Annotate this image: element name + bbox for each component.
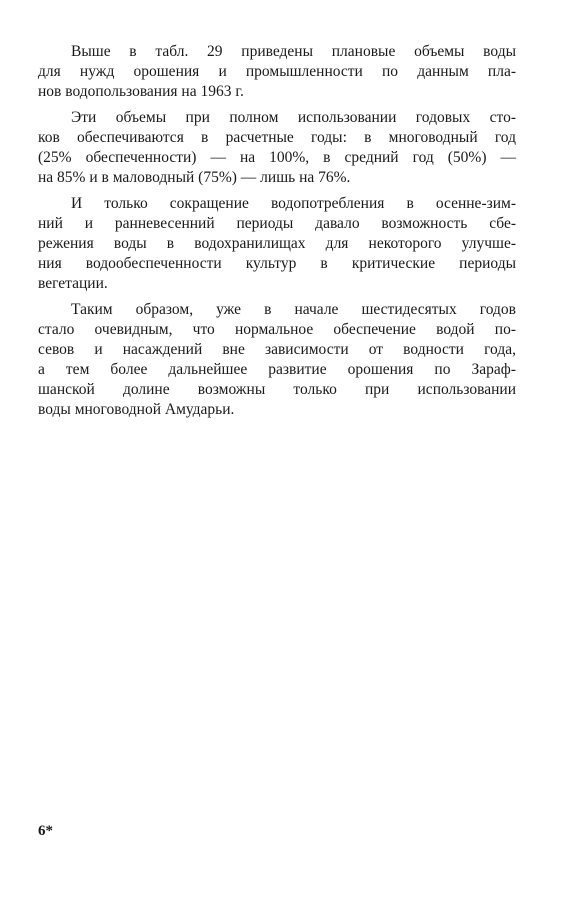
text-line: Эти объемы при полном использовании годовых сто- [71, 109, 516, 126]
text-line: ков обеспечиваются в расчетные годы: в многоводный год [38, 129, 516, 146]
text-line: воды многоводной Амударьи. [38, 401, 235, 418]
paragraph-1 [38, 42, 516, 102]
text-line: Таким образом, уже в начале шестидесятых годов [71, 301, 516, 318]
text-line: (25% обеспеченности) — на 100%, в средний год (50%) — [38, 149, 516, 166]
paragraph-3 [38, 194, 516, 294]
text-line: Выше в табл. 29 приведены плановые объемы воды [71, 43, 516, 60]
text-line: И только сокращение водопотребления в осенне-зим- [71, 195, 516, 212]
text-line: на 85% и в маловодный (75%) — лишь на 76%. [38, 169, 351, 186]
text-line: для нужд орошения и промышленности по данным пла- [38, 63, 516, 80]
text-line: а тем более дальнейшее развитие орошения по Зараф- [38, 361, 516, 378]
text-line: севов и насаждений вне зависимости от водности года, [38, 341, 516, 358]
paragraph-2 [38, 108, 516, 188]
printer-signature-mark: 6* [38, 823, 53, 839]
text-line: ний и ранневесенний периоды давало возможность сбе- [38, 215, 516, 232]
body-text [38, 42, 516, 426]
text-line: нов водопользования на 1963 г. [38, 83, 244, 100]
paragraph-4 [38, 300, 516, 420]
text-line: стало очевидным, что нормальное обеспечение водой по- [38, 321, 516, 338]
text-line: вегетации. [38, 275, 108, 292]
text-line: шанской долине возможны только при использовании [38, 381, 516, 398]
text-line: ния водообеспеченности культур в критические периоды [38, 255, 516, 272]
text-line: режения воды в водохранилищах для некоторого улучше- [38, 235, 516, 252]
